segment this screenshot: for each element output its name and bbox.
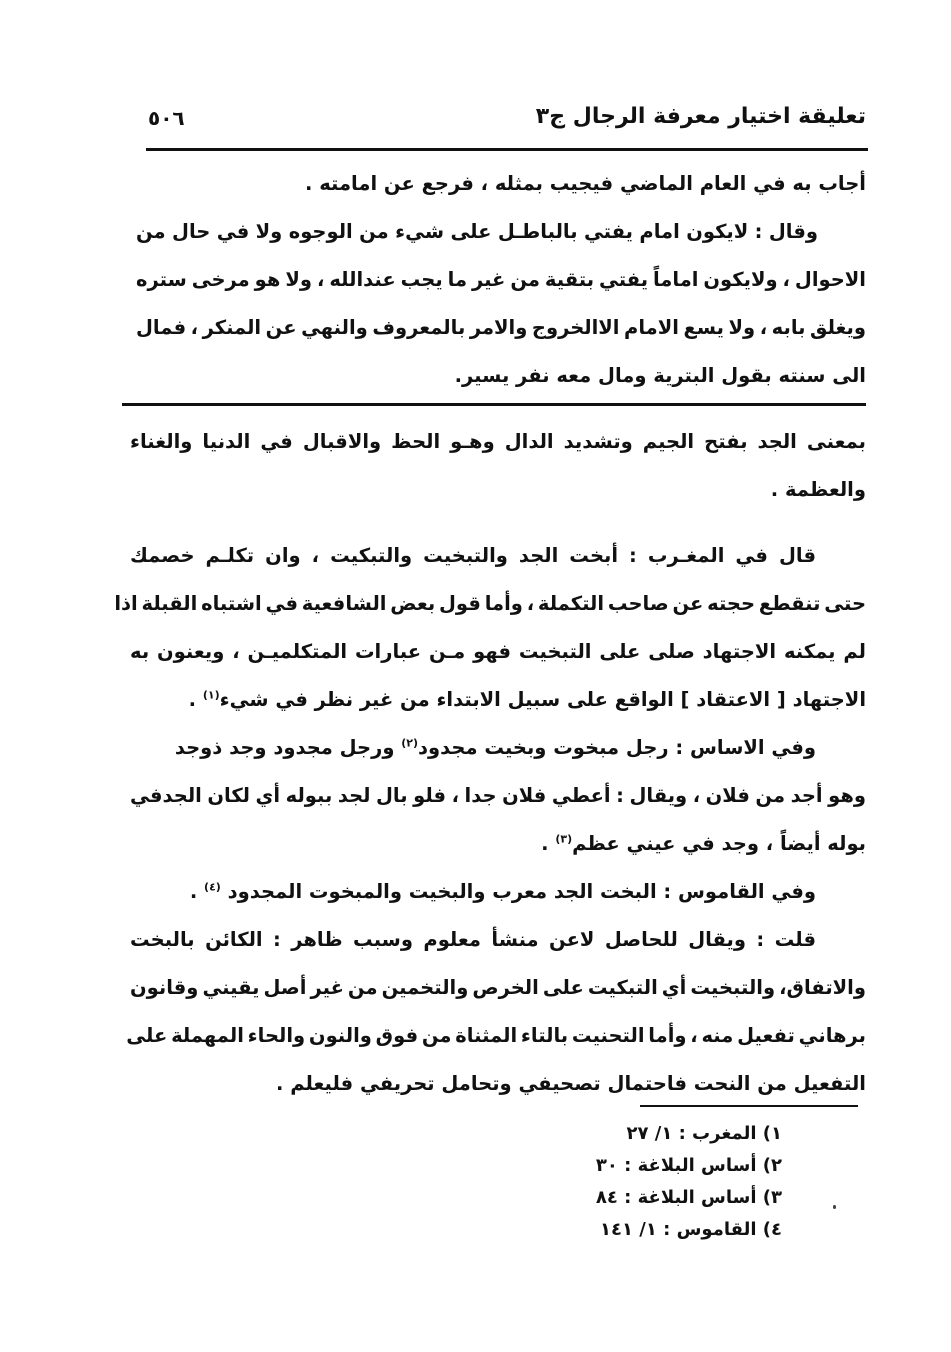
text-line: الاحوال ، ولايكون اماماً يفتي بتقية من غير ما يجب عندالله ، ولا هو مرخى ستره	[136, 268, 866, 291]
text-line: والعظمة .	[770, 478, 866, 501]
text-line: وقال : لايكون امام يفتي بالباطـل على شيء من الوجوه ولا في حال من	[136, 220, 818, 243]
commentary-text	[114, 418, 866, 1108]
footnote-item: ١) المغرب : ١/ ٢٧	[626, 1123, 782, 1144]
text-line: قلت : ويقال للحاصل لاعن منشأ معلوم وسبب ظاهر : الكائن بالبخت	[130, 928, 816, 951]
text-run: .	[541, 832, 549, 855]
text-line: أجاب به في العام الماضي فيجيب بمثله ، فرجع عن امامته .	[305, 172, 866, 195]
text-line: حتى تنقطع حجته عن صاحب التكملة ، وأما قول بعض الشافعية في اشتباه القبلة اذا	[114, 592, 866, 615]
text-line: ويغلق بابه ، ولا يسع الامام الاالخروج والامر بالمعروف والنهي عن المنكر ، فمال	[136, 316, 866, 339]
section-divider	[122, 403, 866, 406]
text-run: ورجل مجدود وجد ذوجد	[174, 736, 395, 759]
running-header	[148, 104, 866, 140]
text-run: .	[189, 880, 198, 903]
footnote-rule	[640, 1105, 858, 1107]
paragraph	[130, 868, 866, 916]
paragraph	[130, 724, 866, 868]
text-line: بمعنى الجد بفتح الجيم وتشديد الدال وهـو الحظ والاقبال في الدنيا والغناء	[130, 430, 866, 453]
text-line: لم يمكنه الاجتهاد صلى على التبخيت فهو مـن عبارات المتكلميـن ، ويعنون به	[130, 640, 866, 663]
footnote-item: ٣) أساس البلاغة : ٨٤	[595, 1187, 782, 1208]
paragraph	[126, 916, 866, 1108]
text-line: والاتفاق، والتبخيت أي التبكيت على الخرص والتخمين من غير أصل يقيني وقانون	[130, 976, 866, 999]
footnote-ref[interactable]: (١)	[202, 688, 220, 702]
paragraph	[130, 418, 866, 514]
text-run: بوله أيضاً ، وجد في عيني عظم	[572, 832, 866, 855]
page-number: ٥٠٦	[148, 106, 185, 130]
text-line: قال في المغـرب : أبخت الجد والتبخيت والتبكيت ، وان تكلـم خصمك	[130, 544, 816, 567]
text-run: وفي الاساس : رجل مبخوت وبخيت مجدود	[418, 736, 816, 759]
text-run: .	[188, 688, 197, 711]
footnote-ref[interactable]: (٣)	[555, 832, 573, 846]
text-run: وفي القاموس : البخت الجد معرب والبخيت والمبخوت المجدود	[227, 880, 816, 903]
text-line: وهو أجد من فلان ، ويقال : أعطي فلان جدا ، فلو بال لجد ببوله أي لكان الجدفي	[130, 784, 866, 807]
paragraph	[114, 532, 866, 724]
scan-speck	[833, 1205, 836, 1209]
main-text-continuation	[136, 160, 866, 400]
footnote-ref[interactable]: (٤)	[204, 880, 221, 894]
footnotes	[560, 1118, 782, 1246]
footnote-ref[interactable]: (٢)	[401, 736, 419, 750]
text-line	[130, 676, 866, 724]
text-line: الى سنته بقول البترية ومال معه نفر يسير.	[454, 364, 866, 387]
running-title: تعليقة اختيار معرفة الرجال ج٣	[535, 104, 866, 129]
header-rule	[146, 148, 868, 151]
text-line	[130, 868, 866, 916]
text-line	[130, 820, 866, 868]
footnote-item: ٤) القاموس : ١/ ١٤١	[600, 1219, 782, 1240]
footnote-item: ٢) أساس البلاغة : ٣٠	[595, 1155, 782, 1176]
text-line: برهاني تفعيل منه ، وأما التحنيت بالتاء المثناة من فوق والنون والحاء المهملة على	[126, 1024, 866, 1047]
text-line	[130, 724, 866, 772]
text-line: التفعيل من النحت فاحتمال تصحيفي وتحامل تحريفي فليعلم .	[276, 1072, 866, 1095]
text-run: الاجتهاد [ الاعتقاد ] الواقع على سبيل الابتداء من غير نظر في شيء	[219, 688, 866, 711]
